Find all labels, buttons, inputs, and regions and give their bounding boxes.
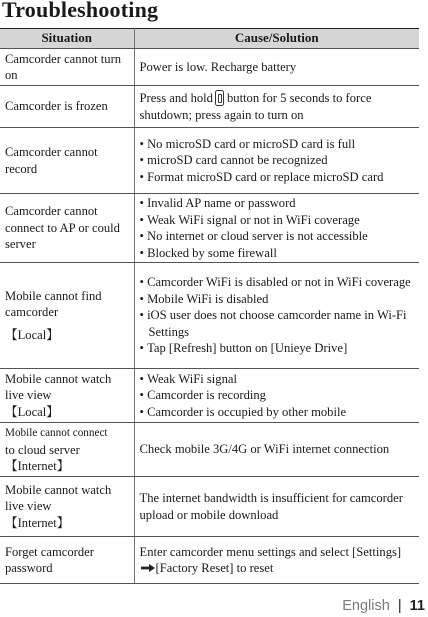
solution-cell — [134, 477, 419, 537]
bullet-item: • Format microSD card or replace microSD card — [140, 169, 418, 186]
solution-text: The internet bandwidth is insufficient for camcorder upload or mobile download — [139, 491, 403, 522]
bullet-item: • iOS user does not choose camcorder name in Wi-Fi Settings — [140, 307, 418, 340]
solution-text: Power is low. Recharge battery — [139, 59, 297, 74]
bullet-item: • microSD card cannot be recognized — [140, 152, 418, 169]
situation-text: Camcorder cannot record — [5, 145, 98, 176]
page-number: 11 — [409, 598, 425, 614]
bullet-item: • Camcorder is recording — [140, 387, 418, 404]
situation-tag: 【Local】 — [5, 404, 59, 419]
table-row — [0, 537, 419, 584]
solution-cell — [134, 369, 419, 423]
right-arrow-icon — [141, 564, 155, 572]
bullet-item: • Weak WiFi signal — [140, 371, 418, 388]
troubleshooting-table — [0, 28, 419, 584]
situation-text: Forget camcorder password — [5, 544, 94, 575]
situation-cell — [0, 477, 134, 537]
solution-cell — [134, 128, 419, 194]
bullet-item: • Camcorder WiFi is disabled or not in WiFi coverage — [140, 274, 418, 291]
footer-separator: | — [397, 598, 402, 614]
solution-cell — [134, 194, 419, 263]
table-row — [0, 86, 419, 128]
situation-tag: 【Internet】 — [5, 459, 70, 474]
solution-text-after: button for 5 seconds to force shutdown; press again to turn on — [139, 91, 372, 122]
solution-text-before: Press and hold — [139, 91, 213, 105]
header-situation: Situation — [0, 29, 134, 49]
situation-tag: 【Internet】 — [5, 515, 70, 530]
table-row — [0, 263, 419, 369]
situation-cell — [0, 194, 134, 263]
situation-text-small: Mobile cannot connect — [5, 427, 108, 440]
situation-text: Camcorder cannot connect to AP or could server — [5, 204, 120, 252]
solution-cell — [134, 537, 419, 584]
table-header-row — [0, 29, 419, 49]
page-footer — [342, 598, 425, 614]
footer-language: English — [342, 598, 390, 614]
solution-cell — [134, 49, 419, 86]
header-cause-solution: Cause/Solution — [134, 29, 419, 49]
situation-cell — [0, 49, 134, 86]
solution-text: Check mobile 3G/4G or WiFi internet connection — [139, 442, 390, 457]
bullet-item: • Mobile WiFi is disabled — [140, 291, 418, 308]
situation-text: Camcorder cannot turn on — [5, 51, 122, 82]
bullet-item: • Weak WiFi signal or not in WiFi coverage — [140, 212, 418, 229]
page-title: Troubleshooting — [2, 0, 159, 22]
table-row — [0, 369, 419, 423]
situation-text: Mobile cannot watch live view — [5, 371, 112, 403]
solution-text-before: Enter camcorder menu settings and select [Settings] — [139, 544, 402, 559]
situation-text: Mobile cannot find camcorder — [5, 288, 102, 320]
table-row — [0, 128, 419, 194]
situation-text: Camcorder is frozen — [5, 99, 108, 114]
situation-cell — [0, 537, 134, 584]
situation-cell — [0, 128, 134, 194]
bullet-item: • Blocked by some firewall — [140, 245, 418, 262]
bullet-item: • Invalid AP name or password — [140, 195, 418, 212]
table-row — [0, 194, 419, 263]
situation-cell — [0, 423, 134, 477]
solution-cell — [134, 423, 419, 477]
situation-cell — [0, 86, 134, 128]
situation-cell — [0, 263, 134, 369]
solution-cell — [134, 86, 419, 128]
bullet-item: • Camcorder is occupied by other mobile — [140, 404, 418, 421]
solution-cell — [134, 263, 419, 369]
bullet-item: • No microSD card or microSD card is full — [140, 136, 418, 153]
table-row — [0, 423, 419, 477]
power-button-icon — [215, 90, 224, 106]
table-row — [0, 477, 419, 537]
table-row — [0, 49, 419, 86]
bullet-item: • No internet or cloud server is not accessible — [140, 228, 418, 245]
situation-text: Mobile cannot watch live view — [5, 482, 112, 514]
bullet-item: • Tap [Refresh] button on [Unieye Drive] — [140, 340, 418, 357]
solution-text-after: [Factory Reset] to reset — [155, 561, 274, 575]
situation-cell — [0, 369, 134, 423]
situation-text: to cloud server — [5, 442, 80, 457]
situation-tag: 【Local】 — [5, 327, 59, 342]
